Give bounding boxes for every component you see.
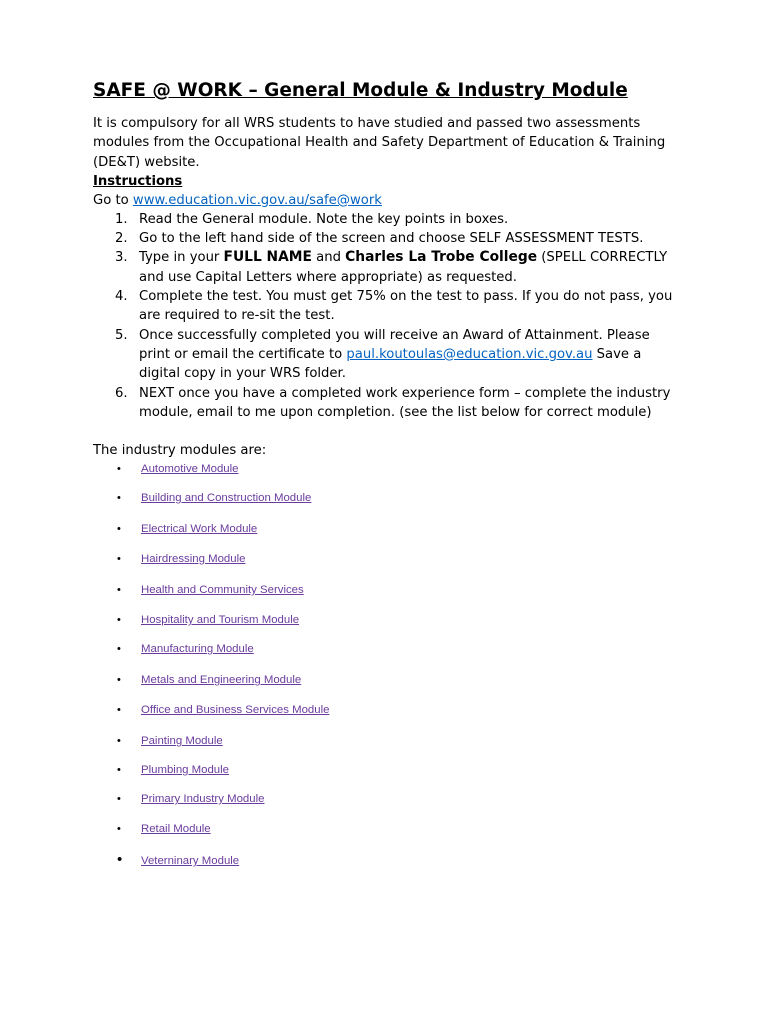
instructions-heading: Instructions: [93, 173, 183, 189]
step-text: Complete the test. You must get 75% on the test to pass. If you do not pass, you are required to re-sit the test.: [139, 289, 673, 324]
bullet-icon: •: [117, 764, 121, 777]
bullet-icon: •: [117, 674, 121, 687]
module-link-manufacturing[interactable]: Manufacturing Module: [141, 643, 254, 656]
step-text: Go to the left hand side of the screen and choose SELF ASSESSMENT TESTS.: [139, 231, 644, 247]
module-link-building-construction[interactable]: Building and Construction Module: [141, 492, 312, 505]
email-link[interactable]: paul.koutoulas@education.vic.gov.au: [346, 346, 593, 362]
bullet-icon: •: [117, 553, 121, 566]
module-link-retail[interactable]: Retail Module: [141, 823, 211, 836]
page-title: SAFE @ WORK – General Module & Industry Module: [93, 80, 628, 101]
step-text: (SPELL CORRECTLY and use Capital Letters where appropriate) as requested.: [139, 250, 668, 285]
step-text: and: [311, 250, 346, 266]
bullet-icon: •: [117, 704, 121, 717]
bullet-icon: •: [117, 463, 121, 476]
module-link-hairdressing[interactable]: Hairdressing Module: [141, 553, 246, 566]
bullet-icon: •: [117, 823, 121, 836]
step-item: [93, 384, 679, 423]
bullet-icon: •: [117, 735, 121, 748]
module-link-primary-industry[interactable]: Primary Industry Module: [141, 793, 265, 806]
module-link-metals-engineering[interactable]: Metals and Engineering Module: [141, 674, 302, 687]
bullet-icon: •: [117, 584, 121, 597]
modules-heading: The industry modules are:: [93, 443, 267, 459]
goto-prefix: Go to: [93, 192, 133, 208]
module-link-automotive[interactable]: Automotive Module: [141, 463, 239, 476]
step-text: Once successfully completed you will receive an Award of Attainment. Please print or email the certificate to: [139, 327, 650, 362]
step-number: 1.: [115, 211, 128, 227]
bullet-icon: •: [117, 793, 121, 806]
module-link-painting[interactable]: Painting Module: [141, 735, 223, 748]
module-link-veterinary[interactable]: Veterninary Module: [141, 855, 240, 868]
step-item: [93, 229, 679, 248]
step-text: Type in your: [139, 250, 224, 266]
bullet-icon: •: [117, 523, 121, 536]
module-link-health-community[interactable]: Health and Community Services: [141, 584, 304, 597]
module-link-plumbing[interactable]: Plumbing Module: [141, 764, 230, 777]
module-link-hospitality-tourism[interactable]: Hospitality and Tourism Module: [141, 614, 300, 627]
step-item: [93, 248, 679, 287]
step-text: Read the General module. Note the key points in boxes.: [139, 211, 509, 227]
industry-modules-list: [93, 460, 693, 880]
step-number: 4.: [115, 289, 128, 305]
step-number: 5.: [115, 327, 128, 343]
step-text: NEXT once you have a completed work experience form – complete the industry module, email to me upon completion. (see the list below for correct module): [139, 385, 671, 420]
bullet-icon: •: [117, 643, 121, 656]
goto-line: [93, 191, 693, 210]
step-number: 2.: [115, 231, 128, 247]
college-name-emphasis: Charles La Trobe College: [345, 249, 538, 266]
document-page: [93, 78, 693, 880]
step-item: [93, 210, 679, 229]
step-text: Save a digital copy in your WRS folder.: [139, 346, 642, 382]
step-number: 6.: [115, 385, 128, 401]
instruction-steps: [93, 210, 693, 422]
module-link-electrical-work[interactable]: Electrical Work Module: [141, 523, 258, 536]
bullet-icon: •: [117, 614, 121, 627]
module-link-office-business[interactable]: Office and Business Services Module: [141, 704, 330, 717]
bullet-icon: •: [117, 851, 123, 869]
step-item: [93, 287, 679, 326]
safe-at-work-link[interactable]: www.education.vic.gov.au/safe@work: [132, 192, 382, 208]
step-number: 3.: [115, 250, 128, 266]
intro-paragraph: It is compulsory for all WRS students to have studied and passed two assessments modules from the Occupational Health and Safety Department of Education & Training (DE&T) website.: [93, 116, 666, 170]
full-name-emphasis: FULL NAME: [223, 249, 312, 266]
bullet-icon: •: [117, 492, 121, 505]
step-item: [93, 326, 679, 384]
